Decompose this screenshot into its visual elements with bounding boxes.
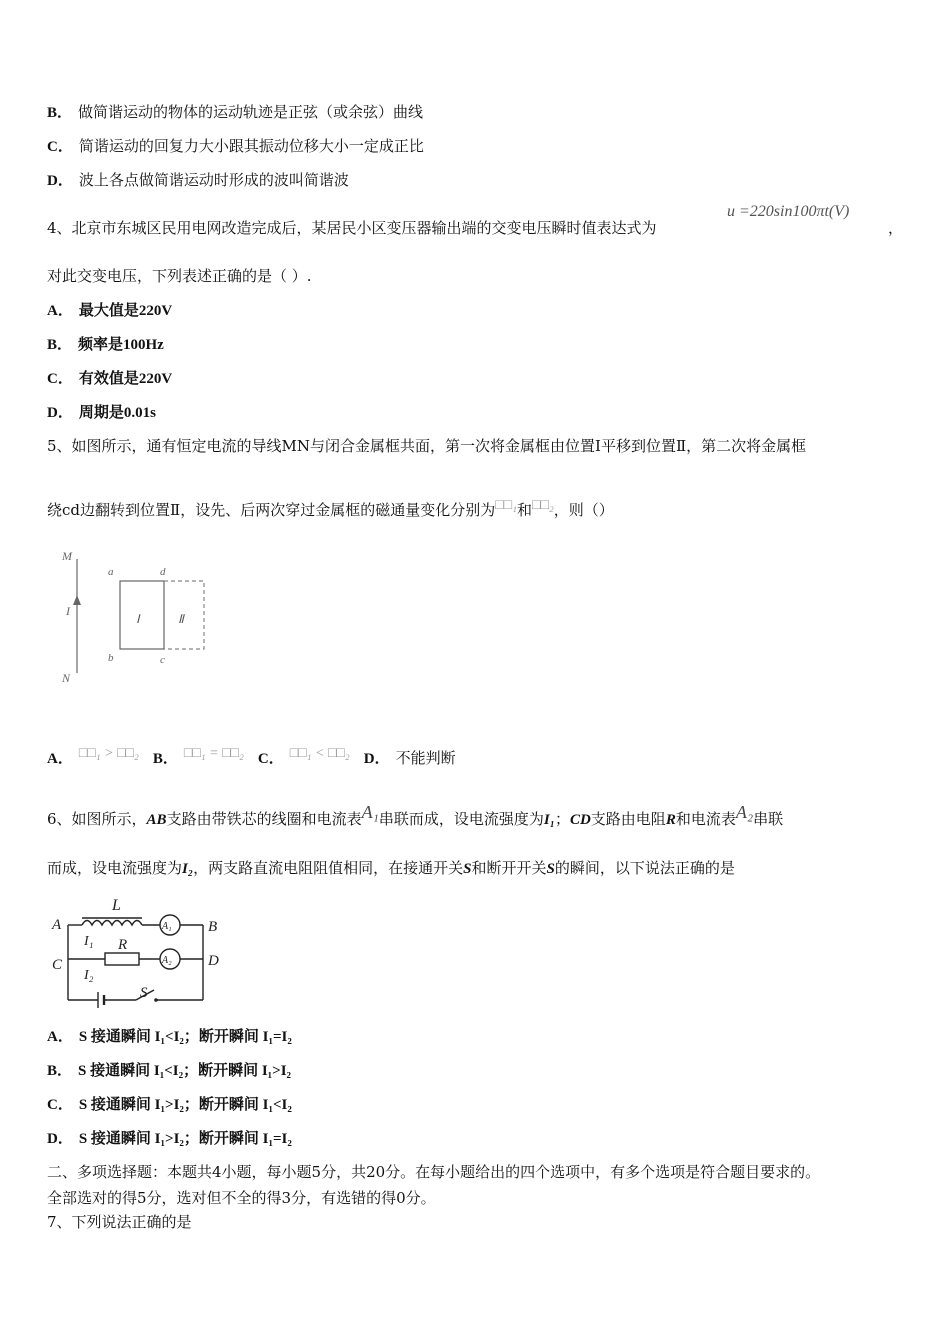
q6-r: R	[665, 812, 676, 828]
option-text: 简谐运动的回复力大小跟其振动位移大小一定成正比	[78, 137, 424, 155]
phi1-symbol: □□₁	[495, 498, 517, 513]
section2-heading-line1: 二、多项选择题：本题共4小题，每小题5分，共20分。在每小题给出的四个选项中，有多个选项是符合题目要求的。	[47, 1163, 821, 1181]
resistor-icon	[105, 953, 139, 965]
label-c: c	[160, 654, 165, 666]
ammeter-a1-symbol: A₁	[361, 802, 379, 822]
q6-text: 串联	[753, 810, 784, 828]
q6-text: 和电流表	[675, 810, 736, 828]
q3-option-c	[47, 136, 424, 157]
option-label: C．	[47, 139, 73, 155]
option-c-text: □□₁ < □□₂	[289, 746, 350, 761]
q4-stem-line2: 对此交变电压，下列表述正确的是（ ）.	[47, 267, 312, 285]
q7-stem: 7、下列说法正确的是	[47, 1213, 192, 1231]
q4-option-c	[47, 368, 172, 389]
label-b: b	[108, 652, 114, 664]
inductor-coil	[82, 921, 142, 926]
q6-text: 的瞬间，以下说法正确的是	[554, 859, 735, 877]
q5-stem-line2	[47, 500, 614, 522]
option-text: 做简谐运动的物体的运动轨迹是正弦（或余弦）曲线	[78, 103, 424, 121]
option-text: S 接通瞬间 I₁>I₂；断开瞬间 I₁=I₂	[78, 1131, 292, 1147]
label-position-1: Ⅰ	[136, 612, 140, 626]
option-d-text: 不能判断	[395, 749, 456, 767]
option-c-label: C．	[257, 751, 284, 767]
q6-text: 和断开开关	[471, 859, 547, 877]
label-d: d	[160, 566, 166, 578]
section2-heading-line2: 全部选对的得5分，选对但不全的得3分，有选错的得0分。	[47, 1189, 436, 1207]
label-s: S	[140, 985, 148, 1001]
label-i: I	[66, 604, 70, 618]
q6-option-d	[47, 1128, 292, 1149]
q6-cd: CD	[569, 812, 591, 828]
q4-option-a	[47, 300, 172, 321]
q6-s: S	[463, 861, 472, 877]
option-text: 频率是100Hz	[78, 337, 164, 353]
label-a: a	[108, 566, 114, 578]
q4-option-d	[47, 402, 156, 423]
q3-option-d	[47, 170, 349, 191]
q6-stem-line2	[47, 858, 735, 879]
ammeter-a2-symbol: A₂	[735, 802, 754, 822]
q4-stem-text: 4、北京市东城区民用电网改造完成后，某居民小区变压器输出端的交变电压瞬时值表达式为	[47, 219, 657, 237]
option-b-text: □□₁ = □□₂	[183, 746, 244, 761]
q6-i1: I₁	[543, 812, 555, 828]
label-b: B	[208, 919, 218, 935]
option-a-label: A．	[47, 751, 73, 767]
q4-stem-line1	[47, 218, 657, 238]
label-m: M	[62, 549, 72, 563]
q6-s: S	[546, 861, 555, 877]
option-label: A．	[47, 303, 73, 319]
q6-text: 支路由带铁芯的线圈和电流表	[166, 810, 362, 828]
option-label: A．	[47, 1029, 73, 1045]
label-a: A	[52, 917, 62, 933]
option-d-label: D．	[363, 751, 390, 767]
label-l: L	[112, 897, 121, 914]
option-text: S 接通瞬间 I₁<I₂；断开瞬间 I₁>I₂	[78, 1063, 292, 1079]
q5-figure	[52, 545, 257, 690]
option-label: B．	[47, 337, 73, 353]
frame-position-1	[120, 581, 164, 649]
option-b-label: B．	[152, 751, 178, 767]
q5-stem-line1: 5、如图所示，通有恒定电流的导线MN与闭合金属框共面，第一次将金属框由位置Ⅰ平移到位置Ⅱ，第二次将金属框	[47, 437, 807, 455]
current-arrow-icon	[73, 595, 81, 605]
label-n: N	[62, 671, 71, 685]
label-i2: I₂	[84, 968, 94, 983]
option-text: 波上各点做简谐运动时形成的波叫简谐波	[78, 171, 349, 189]
q5-stem-end: ，则（）	[553, 501, 614, 519]
q6-option-b	[47, 1060, 291, 1081]
frame-position-2	[164, 581, 204, 649]
option-label: D．	[47, 1131, 73, 1147]
q6-text: ，两支路直流电阻阻值相同，在接通开关	[193, 859, 464, 877]
label-r: R	[118, 937, 128, 953]
q6-circuit-figure	[48, 893, 228, 1008]
q4-voltage-formula: u =220sin100πt(V)	[727, 203, 850, 220]
option-text: S 接通瞬间 I₁>I₂；断开瞬间 I₁<I₂	[78, 1097, 292, 1113]
option-label: B．	[47, 1063, 73, 1079]
label-position-2: Ⅱ	[178, 612, 184, 626]
q6-text: 而成，设电流强度为	[47, 859, 183, 877]
option-label: C．	[47, 371, 73, 387]
q3-option-b	[47, 102, 423, 123]
q6-text: 支路由电阻	[590, 810, 666, 828]
option-label: B．	[47, 105, 73, 121]
option-label: D．	[47, 173, 73, 189]
q6-option-c	[47, 1094, 292, 1115]
option-text: 最大值是220V	[78, 303, 173, 319]
q6-option-a	[47, 1026, 292, 1047]
q4-option-b	[47, 334, 164, 355]
q6-stem-line1	[47, 802, 784, 830]
option-a-text: □□₁ > □□₂	[78, 746, 139, 761]
label-a2: A₂	[162, 955, 172, 966]
q6-ab: AB	[146, 812, 167, 828]
option-label: C．	[47, 1097, 73, 1113]
label-d: D	[208, 953, 219, 969]
option-text: S 接通瞬间 I₁<I₂；断开瞬间 I₁=I₂	[78, 1029, 292, 1045]
phi2-symbol: □□₂	[532, 498, 554, 513]
q5-options	[47, 748, 456, 770]
q6-text: 6、如图所示，	[47, 810, 147, 828]
q6-text: ；	[554, 810, 570, 828]
q4-comma: ，	[888, 219, 904, 237]
and-text: 和	[516, 501, 532, 519]
option-text: 周期是0.01s	[78, 405, 156, 421]
option-label: D．	[47, 405, 73, 421]
q6-i2: I₂	[182, 861, 194, 877]
q5-stem-text: 绕cd边翻转到位置Ⅱ，设先、后两次穿过金属框的磁通量变化分别为	[47, 501, 496, 519]
label-a1: A₁	[162, 921, 172, 932]
q6-text: 串联而成，设电流强度为	[378, 810, 544, 828]
option-text: 有效值是220V	[78, 371, 173, 387]
label-i1: I₁	[84, 934, 94, 949]
label-c: C	[52, 957, 63, 973]
